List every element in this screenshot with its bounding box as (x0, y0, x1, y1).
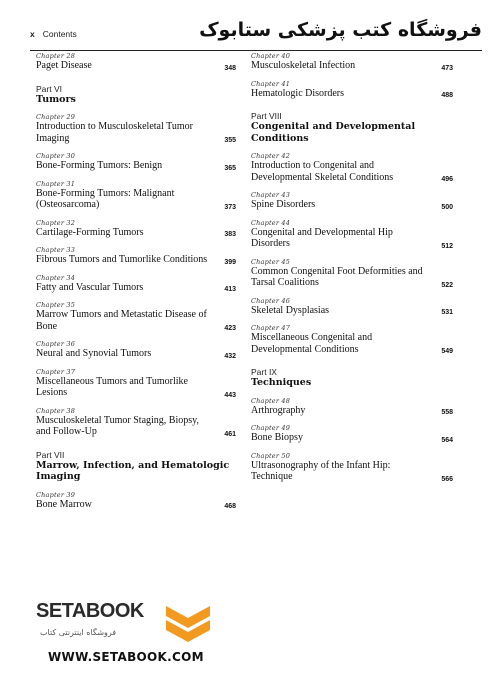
chapter-title: Skeletal Dysplasias (251, 304, 330, 316)
chapter-label: Chapter 42 (251, 152, 291, 160)
page-number-ref: 496 (441, 176, 453, 183)
toc-entry[interactable] (36, 274, 236, 294)
chapter-label: Chapter 34 (36, 273, 76, 282)
website-url[interactable]: WWW.SETABOOK.COM (48, 650, 204, 664)
chapter-title: Marrow Tumors and Metastatic Disease of Bone (36, 309, 207, 332)
page-number-ref: 365 (224, 164, 236, 172)
toc-entry[interactable] (36, 246, 236, 266)
chapter-label: Chapter 47 (251, 324, 291, 332)
chapter-label: Chapter 40 (251, 52, 291, 60)
toc-entry[interactable] (251, 80, 453, 100)
chapter-title: Introduction to Musculoskeletal Tumor Imaging (36, 121, 193, 144)
chapter-title: Neural and Synovial Tumors (36, 348, 152, 359)
chapter-title: Arthrography (251, 404, 306, 416)
page-number-ref: 549 (441, 348, 453, 355)
chapter-label: Chapter 45 (251, 257, 291, 266)
chapter-label: Chapter 48 (251, 396, 291, 405)
chapter-title: Fibrous Tumors and Tumorlike Conditions (36, 254, 208, 265)
toc-entry[interactable] (251, 152, 453, 183)
part-title: Marrow, Infection, and Hematologic Imaging (36, 459, 230, 482)
page-number-ref: 500 (441, 203, 453, 211)
chapter-title: Miscellaneous Tumors and Tumorlike Lesions (36, 375, 188, 398)
page-number-ref: 531 (441, 309, 453, 316)
toc-entry[interactable] (251, 324, 453, 355)
part-heading (251, 111, 453, 144)
chapter-label: Chapter 39 (36, 490, 76, 499)
toc-entry[interactable] (36, 340, 236, 360)
page-number-ref: 488 (441, 92, 453, 99)
part-label: Part VII (36, 449, 65, 460)
toc-entry[interactable] (251, 297, 453, 317)
toc-entry[interactable] (251, 219, 453, 250)
page-number-ref: 373 (224, 203, 236, 211)
toc-left-column (36, 52, 236, 518)
chapter-label: Chapter 36 (36, 340, 76, 348)
toc-right-column (251, 52, 453, 491)
page-number-ref: 355 (224, 137, 236, 144)
toc-entry[interactable] (36, 301, 236, 332)
page-number-ref: 443 (224, 391, 236, 399)
chapter-title: Musculoskeletal Tumor Staging, Biopsy, and Follow-Up (36, 414, 199, 437)
chapter-title: Paget Disease (36, 60, 92, 71)
page-number-ref: 473 (441, 64, 453, 72)
toc-entry[interactable] (36, 219, 236, 239)
toc-entry[interactable] (251, 452, 453, 483)
page-number-ref: 423 (224, 325, 236, 332)
part-label: Part VI (36, 83, 62, 94)
chapter-label: Chapter 30 (36, 152, 76, 160)
chapter-label: Chapter 38 (36, 406, 76, 415)
store-title-banner: فروشگاه کتب پزشکی ستابوک (199, 19, 482, 41)
page-number-ref: 461 (224, 430, 236, 438)
part-heading (36, 450, 236, 483)
page-number-ref: 522 (441, 281, 453, 289)
chapter-title: Introduction to Congenital and Developmental Skeletal Conditions (251, 160, 394, 183)
page-number-ref: 348 (224, 64, 236, 72)
logo-wordmark: SETABOOK (36, 600, 144, 622)
logo-chevrons-icon (164, 602, 212, 646)
page-number-ref: 564 (441, 436, 453, 444)
part-label: Part IX (251, 367, 277, 377)
toc-entry[interactable] (251, 397, 453, 417)
chapter-label: Chapter 37 (36, 367, 76, 376)
chapter-title: Cartilage-Forming Tumors (36, 226, 144, 238)
chapter-label: Chapter 35 (36, 301, 76, 309)
logo-subtitle: فروشگاه اینترنتی کتاب (40, 628, 117, 637)
chapter-label: Chapter 50 (251, 451, 291, 460)
page-number-ref: 432 (224, 352, 236, 360)
toc-entry[interactable] (251, 191, 453, 211)
chapter-label: Chapter 44 (251, 218, 291, 227)
chapter-label: Chapter 29 (36, 113, 76, 121)
chapter-label: Chapter 33 (36, 246, 76, 254)
chapter-title: Congenital and Developmental Hip Disorders (251, 226, 393, 249)
page-number-ref: 566 (441, 475, 453, 483)
page-number-ref: 413 (224, 286, 236, 293)
toc-entry[interactable] (36, 491, 236, 511)
chapter-label: Chapter 43 (251, 191, 291, 199)
chapter-title: Fatty and Vascular Tumors (36, 281, 144, 293)
chapter-title: Hematologic Disorders (251, 87, 345, 99)
part-heading (251, 367, 453, 389)
chapter-title: Common Congenital Foot Deformities and Tarsal Coalitions (251, 265, 423, 288)
running-head-title: Contents (42, 29, 77, 39)
chapter-label: Chapter 49 (251, 424, 291, 432)
chapter-title: Miscellaneous Congenital and Developmental Conditions (251, 332, 373, 355)
toc-entry[interactable] (251, 52, 453, 72)
part-title: Techniques (251, 377, 312, 388)
setabook-logo (36, 600, 216, 650)
chapter-title: Bone-Forming Tumors: Malignant (Osteosarcoma) (36, 187, 175, 210)
chapter-label: Chapter 41 (251, 79, 291, 88)
chapter-title: Bone Biopsy (251, 432, 303, 443)
page-number-ref: 399 (224, 258, 236, 266)
part-title: Tumors (36, 93, 76, 105)
part-title: Congenital and Developmental Conditions (251, 121, 416, 144)
chapter-label: Chapter 32 (36, 218, 76, 227)
toc-entry[interactable] (36, 368, 236, 399)
chapter-title: Bone Marrow (36, 498, 92, 510)
toc-entry[interactable] (251, 258, 453, 289)
chapter-title: Bone-Forming Tumors: Benign (36, 160, 163, 171)
page-number-ref: 512 (441, 242, 453, 250)
page-number-ref: 468 (224, 503, 236, 510)
running-head (30, 29, 77, 39)
chapter-title: Ultrasonography of the Infant Hip: Technique (251, 459, 391, 482)
toc-entry[interactable] (36, 113, 236, 144)
toc-entry[interactable] (36, 152, 236, 172)
page-number-ref: 383 (224, 231, 236, 238)
toc-entry[interactable] (36, 52, 236, 72)
page-number: x (30, 29, 35, 39)
page-number-ref: 558 (441, 409, 453, 416)
toc-entry[interactable] (36, 180, 236, 211)
part-label: Part VIII (251, 111, 282, 121)
chapter-title: Spine Disorders (251, 199, 316, 210)
chapter-label: Chapter 28 (36, 52, 76, 60)
part-heading (36, 84, 236, 106)
chapter-title: Musculoskeletal Infection (251, 60, 356, 71)
page-header (30, 20, 482, 51)
toc-entry[interactable] (36, 407, 236, 438)
chapter-label: Chapter 31 (36, 179, 76, 188)
toc-entry[interactable] (251, 424, 453, 444)
chapter-label: Chapter 46 (251, 296, 291, 305)
